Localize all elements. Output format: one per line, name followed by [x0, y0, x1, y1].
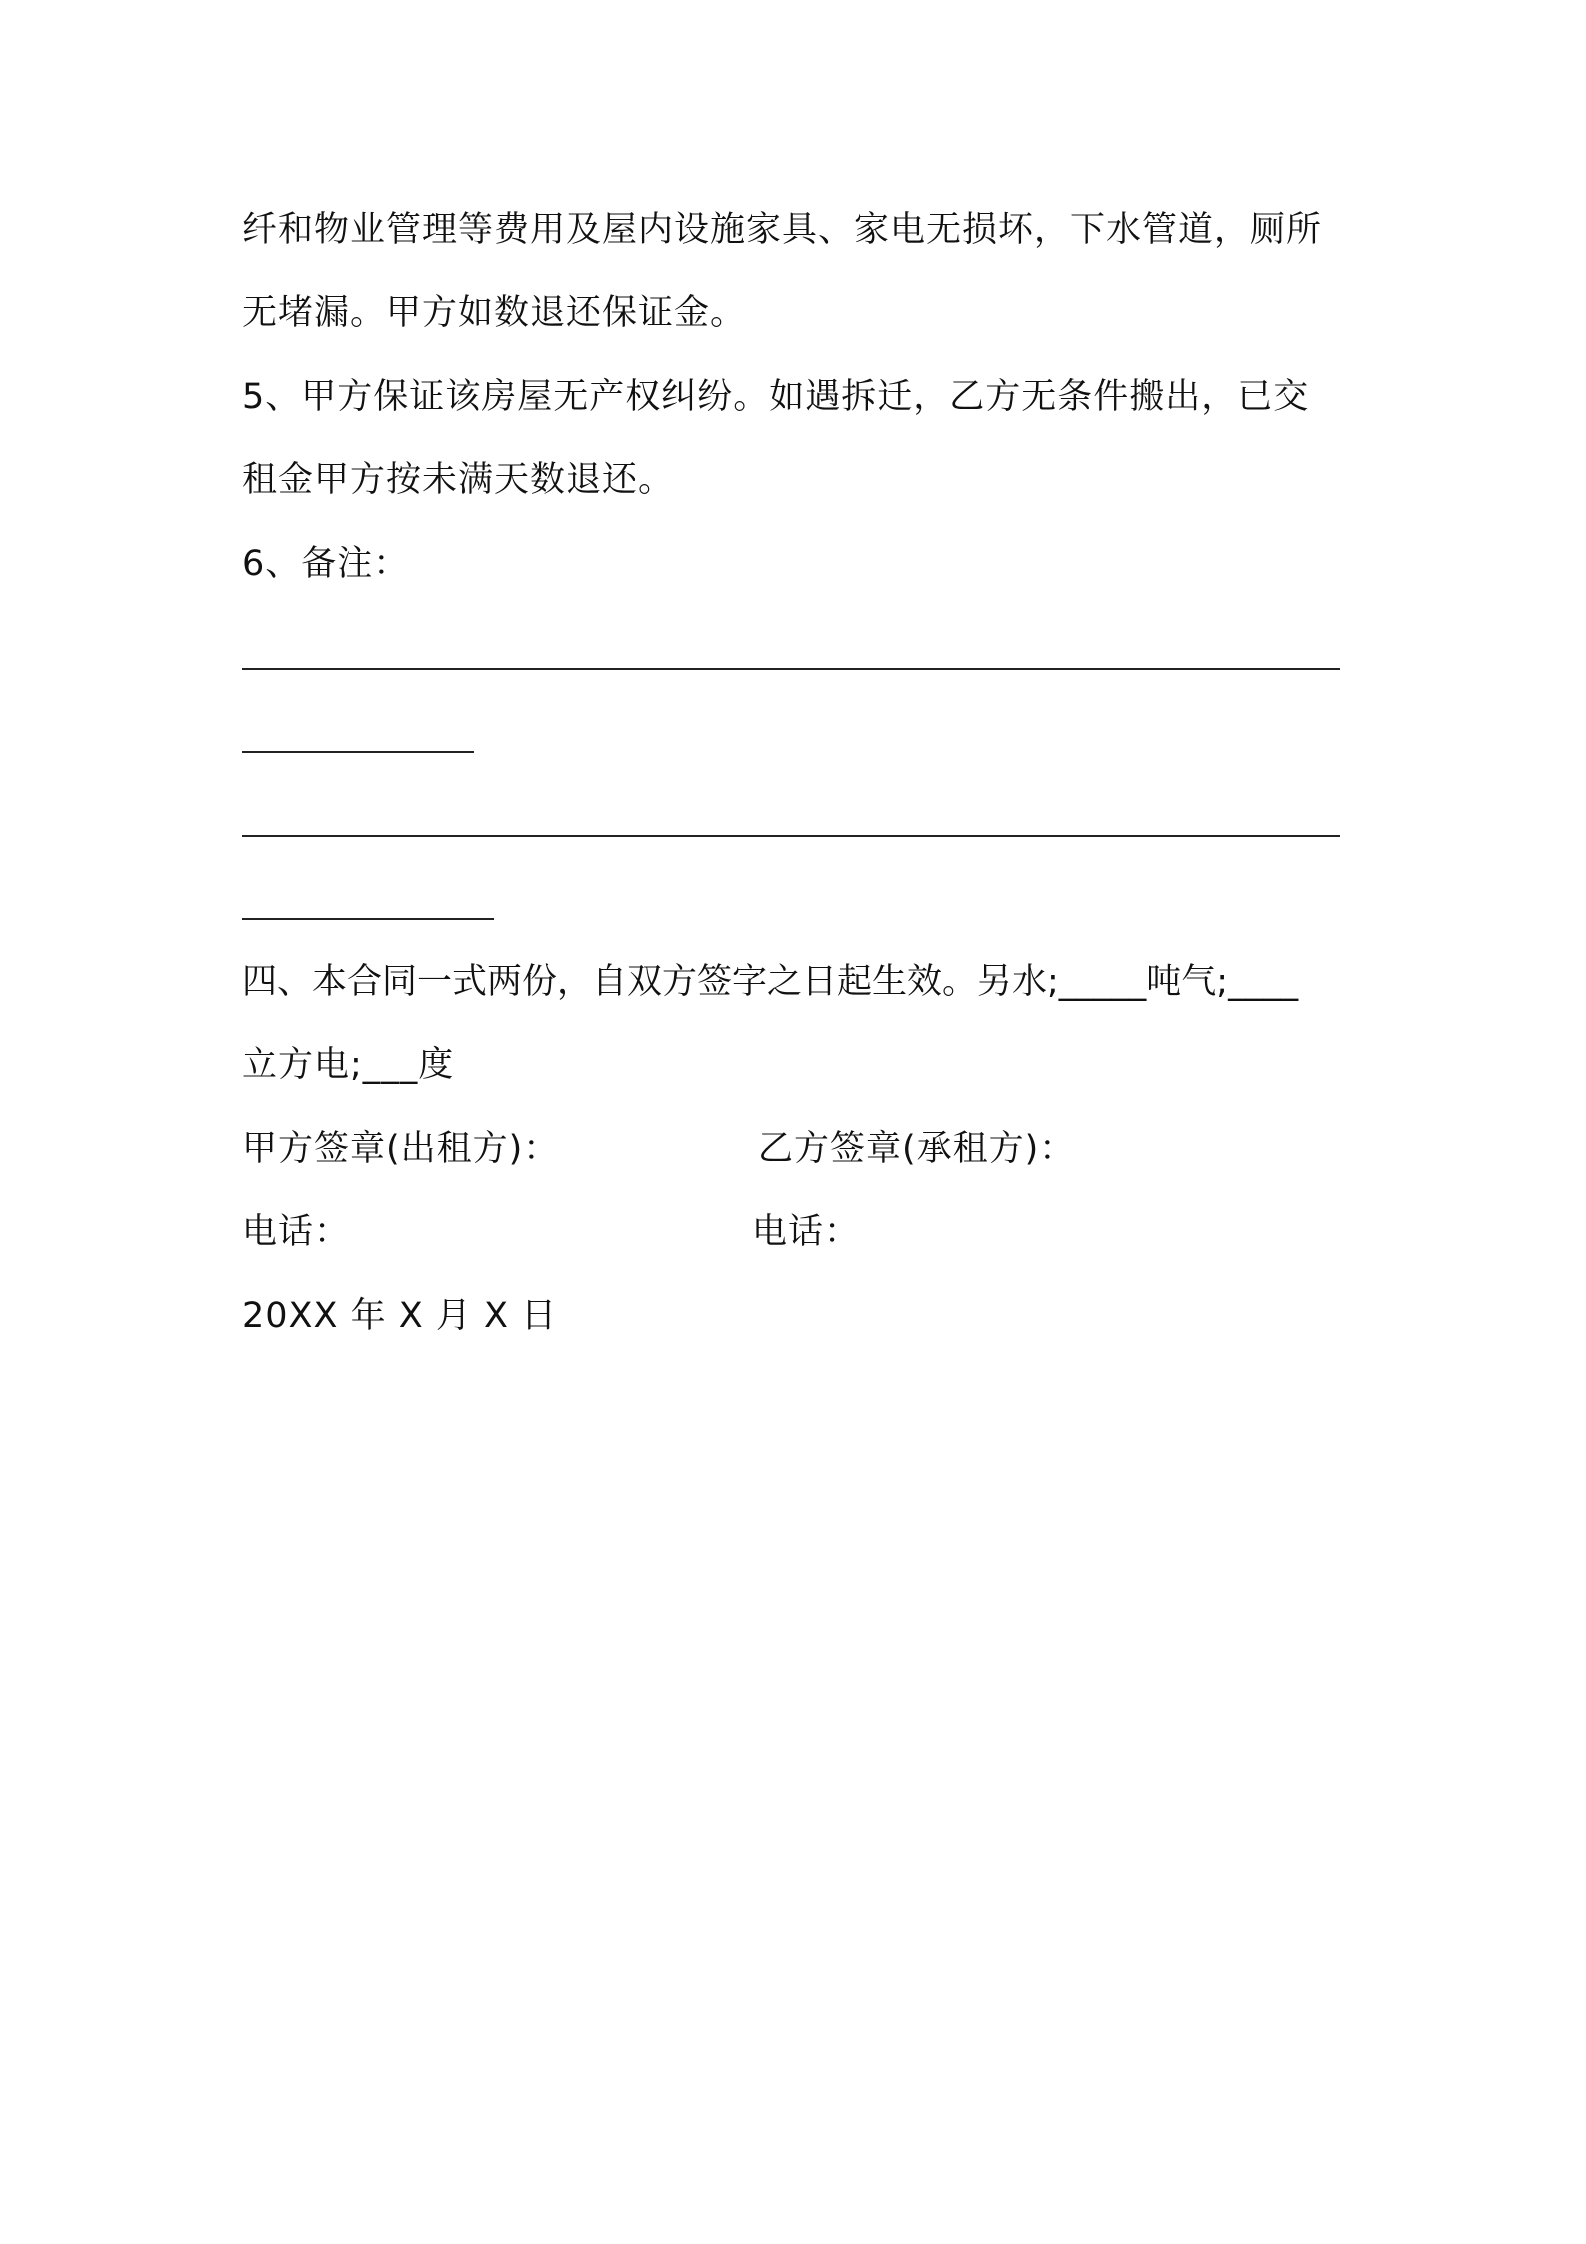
notes-blank-line-2: [242, 751, 474, 753]
clause-four-line-2: 立方电;___度: [242, 1045, 455, 1085]
party-b-signature-label: 乙方签章(承租方)：: [758, 1129, 1076, 1169]
party-b-phone-label: 电话：: [752, 1212, 861, 1252]
paragraph-line-3: 5、甲方保证该房屋无产权纠纷。如遇拆迁，乙方无条件搬出，已交: [242, 377, 1310, 417]
notes-blank-line-3: [242, 835, 1340, 837]
paragraph-line-1: 纤和物业管理等费用及屋内设施家具、家电无损坏，下水管道，厕所: [242, 210, 1323, 250]
party-a-signature-label: 甲方签章(出租方)：: [242, 1129, 560, 1169]
notes-blank-line-1: [242, 668, 1340, 670]
notes-heading: 6、备注：: [242, 544, 410, 584]
clause-four-line-1: 四、本合同一式两份，自双方签字之日起生效。另水;_____吨气;____: [242, 962, 1299, 1002]
notes-blank-line-4: [242, 918, 494, 920]
signing-date: 20XX 年 X 月 X 日: [242, 1296, 558, 1336]
party-a-phone-label: 电话：: [242, 1212, 351, 1252]
paragraph-line-4: 租金甲方按未满天数退还。: [242, 460, 675, 500]
paragraph-line-2: 无堵漏。甲方如数退还保证金。: [242, 293, 747, 333]
